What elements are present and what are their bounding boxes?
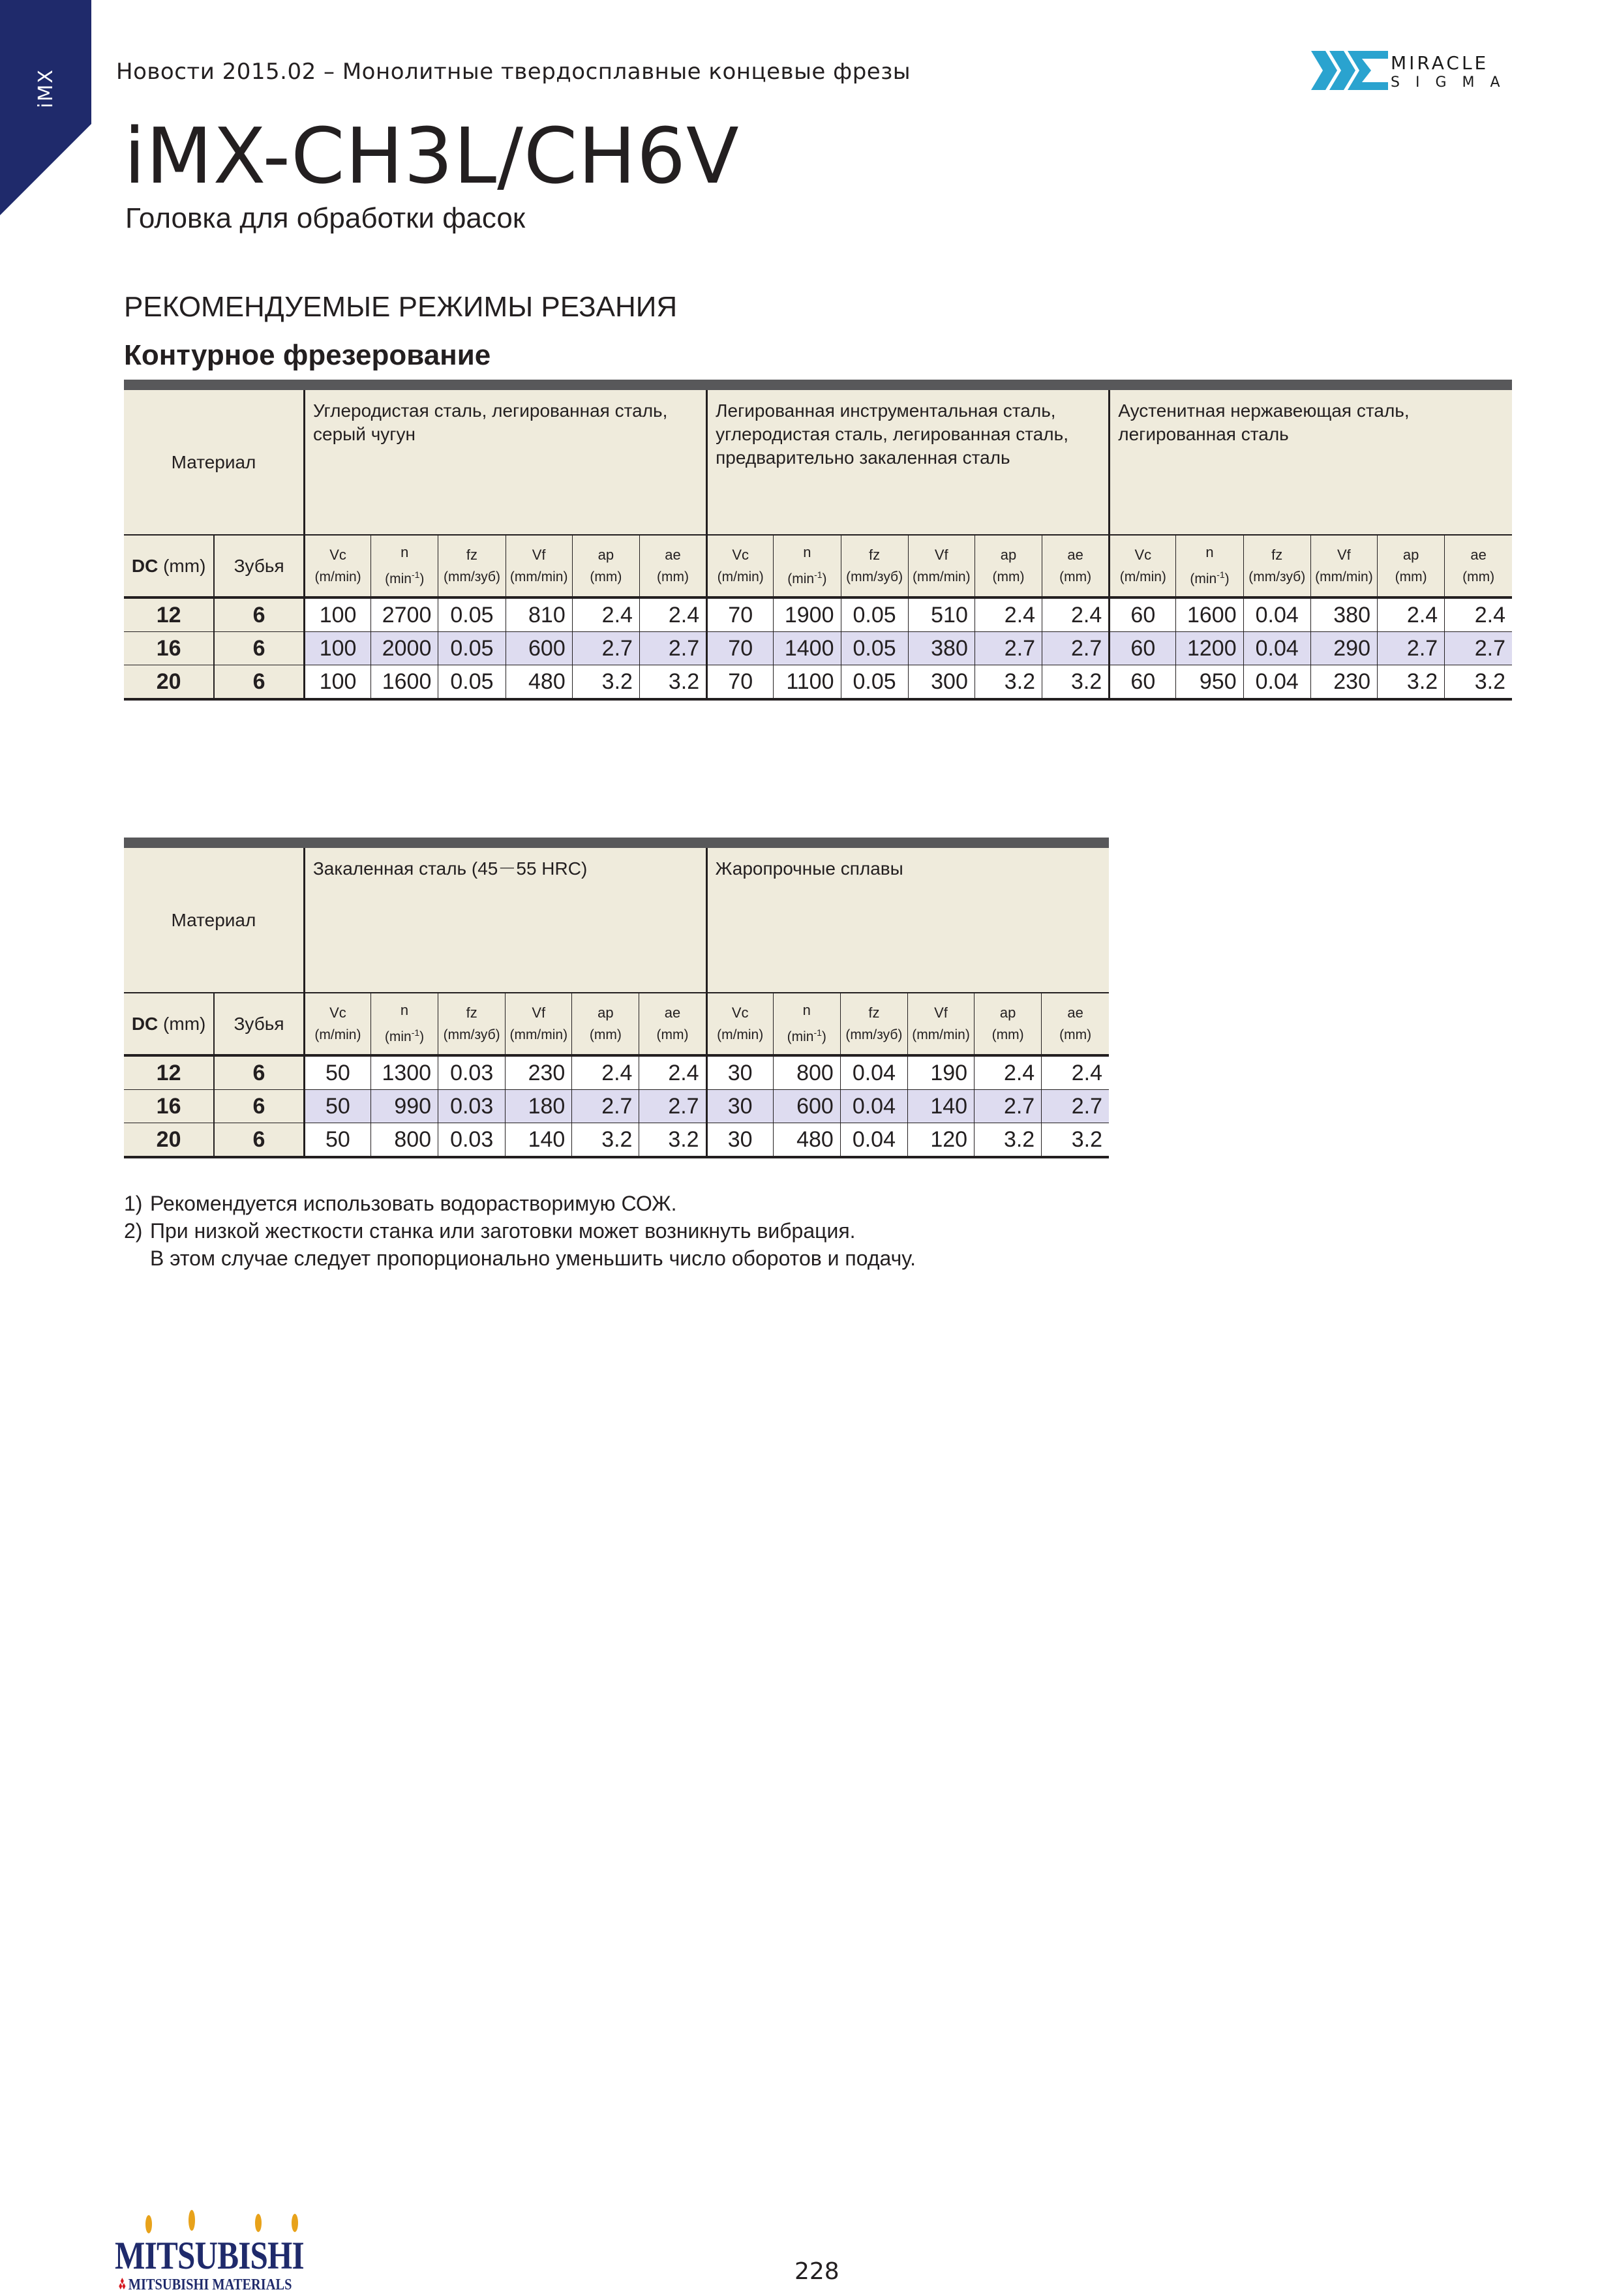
param-header-ap: ap (mm) — [975, 993, 1042, 1055]
cell-ap: 2.7 — [975, 1090, 1042, 1123]
cell-n: 2700 — [371, 597, 438, 632]
teeth-value: 6 — [214, 597, 304, 632]
param-header-fz: fz (mm/зуб) — [1243, 535, 1310, 597]
param-header-fz: fz (mm/зуб) — [841, 535, 908, 597]
cell-ae: 2.7 — [639, 632, 706, 665]
cell-ap: 2.7 — [572, 632, 639, 665]
cell-vc: 60 — [1110, 597, 1176, 632]
param-header-ae: ae (mm) — [639, 535, 706, 597]
three-diamonds-icon — [116, 2278, 128, 2291]
param-header-ap: ap (mm) — [1378, 535, 1445, 597]
cell-vc: 100 — [305, 597, 371, 632]
dc-label: DC (mm) — [124, 535, 214, 597]
cell-fz: 0.04 — [1243, 632, 1310, 665]
param-header-vc: Vc (m/min) — [706, 993, 773, 1055]
cell-ap: 2.7 — [975, 632, 1042, 665]
cell-ap: 2.4 — [975, 1055, 1042, 1090]
teeth-label: Зубья — [214, 993, 304, 1055]
cell-n: 990 — [370, 1090, 438, 1123]
cell-vc: 30 — [706, 1055, 773, 1090]
param-header-n: n $(\min^{-1})$ — [371, 535, 438, 597]
cell-n: 800 — [773, 1055, 840, 1090]
page-title: iMX-CH3L/CH6V — [124, 111, 740, 201]
cell-ae: 3.2 — [639, 665, 706, 700]
side-tab-label: iMX — [34, 68, 57, 108]
cell-vf: 290 — [1310, 632, 1377, 665]
param-header-vf: Vf (mm/min) — [506, 993, 572, 1055]
logo-text-top: MIRACLE — [1391, 52, 1489, 74]
params-header-row — [124, 535, 1512, 597]
cell-n: 1300 — [370, 1055, 438, 1090]
param-header-fz: fz (mm/зуб) — [438, 993, 506, 1055]
param-header-fz: fz (mm/зуб) — [438, 535, 506, 597]
cell-vc: 100 — [305, 632, 371, 665]
footnote-2-continuation: В этом случае следует пропорционально уменьшить число оборотов и подачу. — [150, 1246, 916, 1270]
cell-ae: 3.2 — [1042, 1123, 1109, 1158]
cell-ae: 2.7 — [1445, 632, 1512, 665]
cell-ap: 2.4 — [572, 1055, 639, 1090]
cell-vc: 50 — [304, 1055, 370, 1090]
dc-value: 20 — [124, 665, 214, 700]
miracle-sigma-icon — [1311, 44, 1389, 97]
cell-vc: 70 — [707, 632, 774, 665]
cell-n: 600 — [773, 1090, 840, 1123]
table-row — [124, 1055, 1109, 1090]
brand-name: MITSUBISHI — [115, 2234, 304, 2277]
param-header-ae: ae (mm) — [1042, 993, 1109, 1055]
cell-vf: 140 — [506, 1123, 572, 1158]
param-header-n: n $(\min^{-1})$ — [370, 993, 438, 1055]
table-top-bar — [124, 838, 1109, 848]
cell-fz: 0.04 — [1243, 597, 1310, 632]
cell-vc: 100 — [305, 665, 371, 700]
cell-ae: 2.4 — [1445, 597, 1512, 632]
cell-vf: 480 — [506, 665, 572, 700]
cell-vf: 810 — [506, 597, 572, 632]
cell-vf: 510 — [908, 597, 975, 632]
dc-value: 12 — [124, 1055, 214, 1090]
cell-ae: 2.4 — [1042, 1055, 1109, 1090]
param-header-vf: Vf (mm/min) — [1310, 535, 1377, 597]
cell-fz: 0.05 — [438, 597, 506, 632]
material-group-1: Закаленная сталь (45－55 HRC) — [304, 848, 706, 993]
cell-vc: 50 — [304, 1123, 370, 1158]
param-header-ae: ae (mm) — [1042, 535, 1110, 597]
cell-n: 1600 — [1176, 597, 1243, 632]
logo-text-bottom: SIGMA — [1391, 74, 1516, 91]
cell-ap: 3.2 — [1378, 665, 1445, 700]
cell-n: 950 — [1176, 665, 1243, 700]
cell-n: 1600 — [371, 665, 438, 700]
cell-vf: 380 — [1310, 597, 1377, 632]
brand-subname: MITSUBISHI MATERIALS — [116, 2276, 292, 2294]
param-header-vf: Vf (mm/min) — [506, 535, 572, 597]
material-label: Материал — [124, 848, 304, 993]
cell-n: 480 — [773, 1123, 840, 1158]
cell-fz: 0.03 — [438, 1055, 506, 1090]
cell-vc: 30 — [706, 1123, 773, 1158]
cell-n: 800 — [370, 1123, 438, 1158]
cell-ap: 2.4 — [975, 597, 1042, 632]
cell-fz: 0.05 — [438, 665, 506, 700]
dc-label: DC (mm) — [124, 993, 214, 1055]
cell-fz: 0.04 — [840, 1090, 907, 1123]
cell-vc: 30 — [706, 1090, 773, 1123]
param-header-ap: ap (mm) — [572, 535, 639, 597]
param-header-ae: ae (mm) — [1445, 535, 1512, 597]
subsection-heading: Контурное фрезерование — [124, 339, 491, 371]
teeth-value: 6 — [214, 1123, 304, 1158]
flame-icon — [115, 2166, 324, 2237]
param-header-vc: Vc (m/min) — [707, 535, 774, 597]
cell-ae: 2.4 — [639, 1055, 706, 1090]
cell-ap: 2.4 — [1378, 597, 1445, 632]
mitsubishi-logo — [115, 2166, 324, 2296]
cell-fz: 0.05 — [841, 597, 908, 632]
cell-ap: 2.7 — [1378, 632, 1445, 665]
page-number: 228 — [794, 2258, 839, 2285]
param-header-vc: Vc (m/min) — [1110, 535, 1176, 597]
cell-ap: 3.2 — [975, 665, 1042, 700]
cell-ae: 3.2 — [1042, 665, 1110, 700]
table-row — [124, 665, 1512, 700]
material-header-row — [124, 848, 1109, 993]
cell-fz: 0.04 — [1243, 665, 1310, 700]
cell-n: 2000 — [371, 632, 438, 665]
miracle-sigma-logo — [1311, 44, 1516, 97]
cell-fz: 0.05 — [438, 632, 506, 665]
param-header-n: n $(\min^{-1})$ — [773, 993, 840, 1055]
table-row — [124, 1123, 1109, 1158]
cell-ae: 2.4 — [639, 597, 706, 632]
cell-ae: 2.7 — [639, 1090, 706, 1123]
param-header-vc: Vc (m/min) — [304, 993, 370, 1055]
param-header-ap: ap (mm) — [572, 993, 639, 1055]
teeth-value: 6 — [214, 665, 304, 700]
cell-fz: 0.04 — [840, 1123, 907, 1158]
cell-vf: 600 — [506, 632, 572, 665]
cell-vf: 300 — [908, 665, 975, 700]
param-header-n: n $(\min^{-1})$ — [1176, 535, 1243, 597]
material-group-3: Аустенитная нержавеющая сталь, легированная сталь — [1110, 390, 1512, 535]
params-header-row — [124, 993, 1109, 1055]
cell-fz: 0.04 — [840, 1055, 907, 1090]
dc-value: 16 — [124, 1090, 214, 1123]
param-header-ae: ae (mm) — [639, 993, 706, 1055]
cell-ae: 2.4 — [1042, 597, 1110, 632]
footnote-1: 1) Рекомендуется использовать водорастворимую СОЖ. — [124, 1192, 677, 1215]
footnotes — [124, 1190, 916, 1272]
param-header-vf: Vf (mm/min) — [907, 993, 974, 1055]
teeth-value: 6 — [214, 632, 304, 665]
cell-n: 1200 — [1176, 632, 1243, 665]
cell-vf: 180 — [506, 1090, 572, 1123]
cell-fz: 0.03 — [438, 1123, 506, 1158]
cell-vf: 230 — [506, 1055, 572, 1090]
cell-ae: 3.2 — [1445, 665, 1512, 700]
cell-ap: 3.2 — [572, 665, 639, 700]
cell-fz: 0.05 — [841, 665, 908, 700]
cell-vc: 70 — [707, 597, 774, 632]
cell-ap: 2.7 — [572, 1090, 639, 1123]
cell-vf: 230 — [1310, 665, 1377, 700]
cell-n: 1900 — [774, 597, 841, 632]
table-top-bar — [124, 380, 1512, 390]
cell-vf: 120 — [907, 1123, 974, 1158]
material-header-row — [124, 390, 1512, 535]
dc-value: 12 — [124, 597, 214, 632]
material-label: Материал — [124, 390, 305, 535]
cell-ap: 3.2 — [975, 1123, 1042, 1158]
header-line: Новости 2015.02 – Монолитные твердосплавные концевые фрезы — [116, 59, 911, 85]
cell-n: 1400 — [774, 632, 841, 665]
cell-vf: 380 — [908, 632, 975, 665]
param-header-vf: Vf (mm/min) — [908, 535, 975, 597]
cell-vc: 70 — [707, 665, 774, 700]
material-group-1: Углеродистая сталь, легированная сталь, серый чугун — [305, 390, 707, 535]
table-row — [124, 597, 1512, 632]
cell-ae: 3.2 — [639, 1123, 706, 1158]
section-heading: РЕКОМЕНДУЕМЫЕ РЕЖИМЫ РЕЗАНИЯ — [124, 291, 678, 323]
cutting-table-1 — [124, 380, 1512, 701]
cell-ae: 2.7 — [1042, 1090, 1109, 1123]
cell-vf: 190 — [907, 1055, 974, 1090]
table-row — [124, 1090, 1109, 1123]
side-tab — [0, 0, 91, 215]
cell-fz: 0.03 — [438, 1090, 506, 1123]
cell-vc: 50 — [304, 1090, 370, 1123]
cell-vc: 60 — [1110, 665, 1176, 700]
param-header-fz: fz (mm/зуб) — [840, 993, 907, 1055]
material-group-2: Жаропрочные сплавы — [706, 848, 1109, 993]
dc-value: 16 — [124, 632, 214, 665]
footnote-2: 2) При низкой жесткости станка или заготовки может возникнуть вибрация. — [124, 1219, 856, 1243]
teeth-label: Зубья — [214, 535, 304, 597]
dc-value: 20 — [124, 1123, 214, 1158]
teeth-value: 6 — [214, 1090, 304, 1123]
cell-n: 1100 — [774, 665, 841, 700]
teeth-value: 6 — [214, 1055, 304, 1090]
param-header-ap: ap (mm) — [975, 535, 1042, 597]
cell-ap: 3.2 — [572, 1123, 639, 1158]
cell-fz: 0.05 — [841, 632, 908, 665]
cutting-table-2 — [124, 838, 1109, 1158]
page-subtitle: Головка для обработки фасок — [125, 202, 526, 234]
param-header-vc: Vc (m/min) — [305, 535, 371, 597]
cell-ap: 2.4 — [572, 597, 639, 632]
material-group-2: Легированная инструментальная сталь, углеродистая сталь, легированная сталь, предварительно закаленная сталь — [707, 390, 1110, 535]
cell-vf: 140 — [907, 1090, 974, 1123]
param-header-n: n $(\min^{-1})$ — [774, 535, 841, 597]
table-row — [124, 632, 1512, 665]
cell-vc: 60 — [1110, 632, 1176, 665]
cell-ae: 2.7 — [1042, 632, 1110, 665]
